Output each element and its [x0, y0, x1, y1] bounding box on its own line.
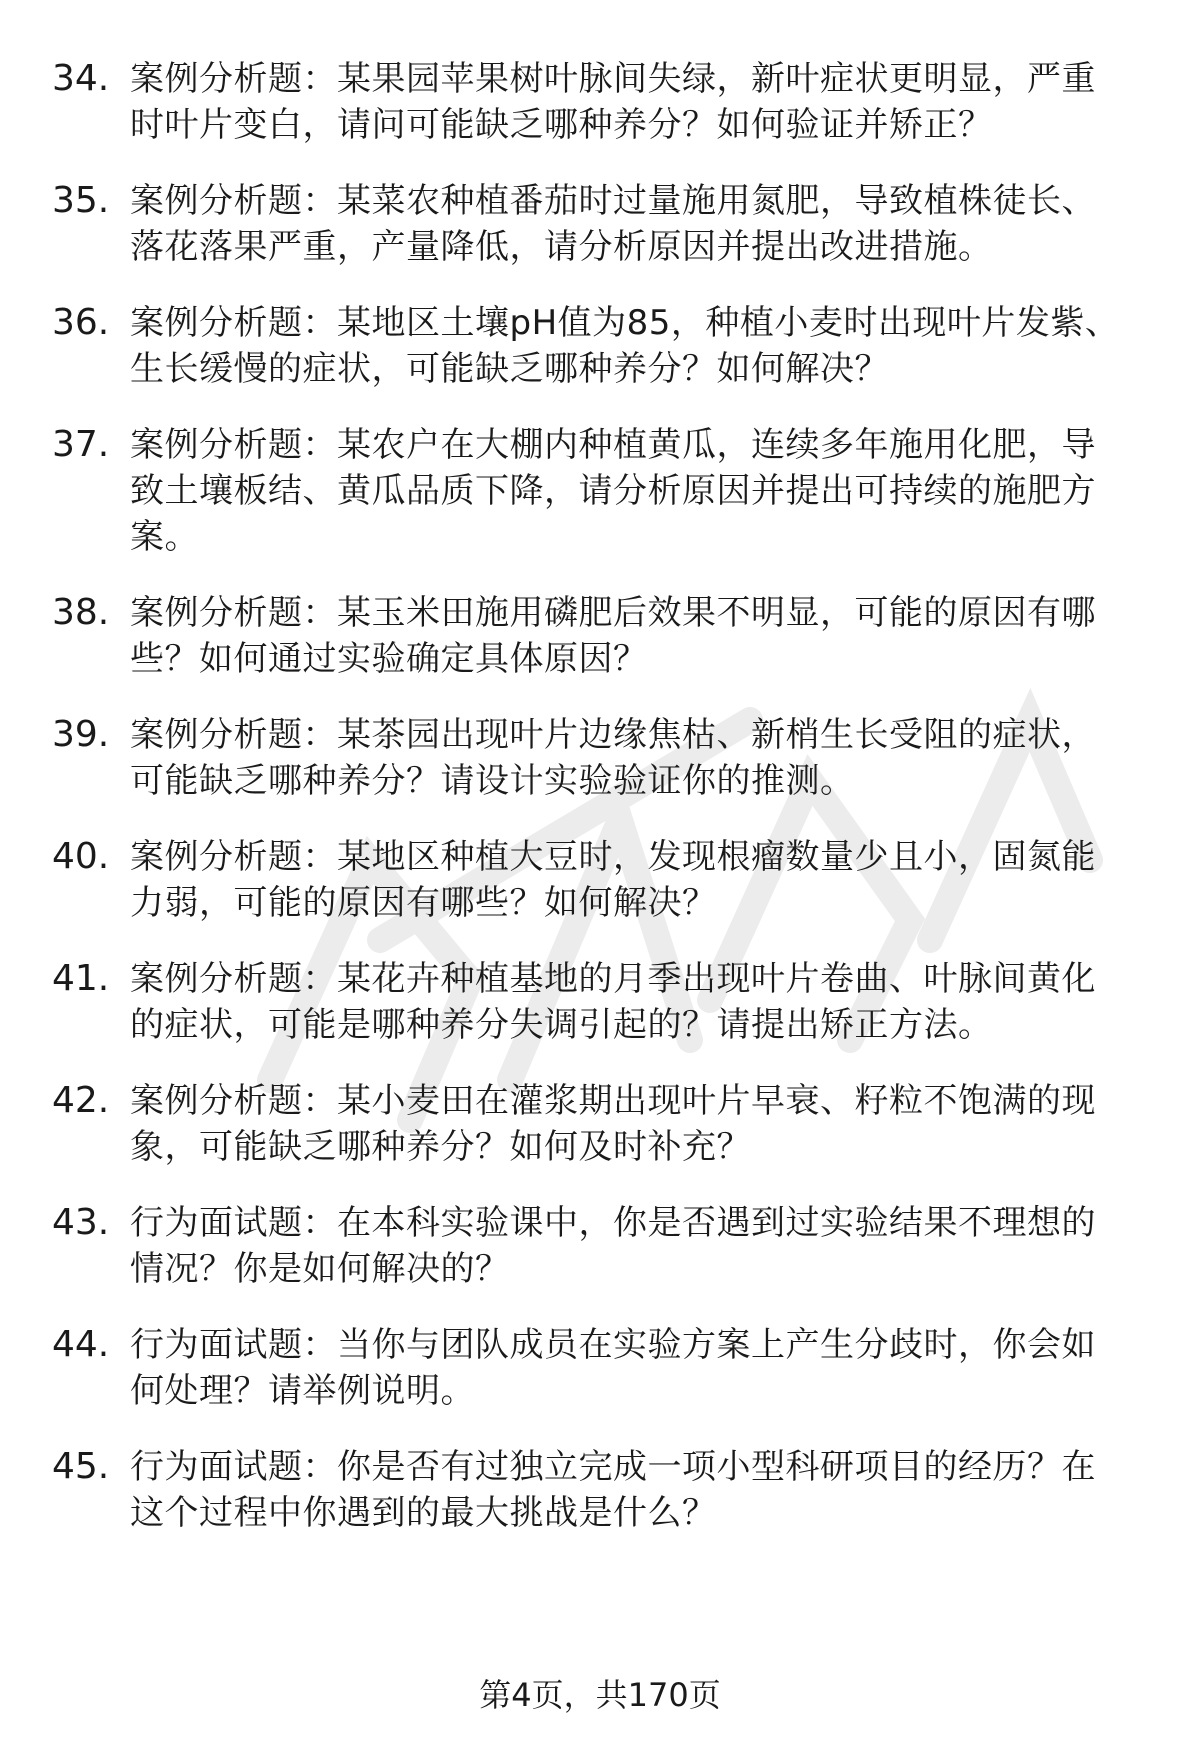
question-list: [0, 56, 1200, 1566]
question-number: 35.: [52, 180, 110, 221]
question-number: 43.: [52, 1202, 110, 1243]
question-item: [0, 300, 1200, 392]
question-item: [0, 590, 1200, 682]
question-number: 40.: [52, 836, 110, 877]
question-item: [0, 834, 1200, 926]
question-item: [0, 1322, 1200, 1414]
question-text: 行为面试题：当你与团队成员在实验方案上产生分歧时，你会如何处理？请举例说明。: [130, 1325, 1096, 1411]
question-text: 案例分析题：某花卉种植基地的月季出现叶片卷曲、叶脉间黄化的症状，可能是哪种养分失调引起的？请提出矫正方法。: [130, 959, 1096, 1045]
question-item: [0, 956, 1200, 1048]
question-item: [0, 1200, 1200, 1292]
question-text: 案例分析题：某玉米田施用磷肥后效果不明显，可能的原因有哪些？如何通过实验确定具体原因？: [130, 593, 1096, 679]
question-item: [0, 422, 1200, 560]
question-number: 37.: [52, 424, 110, 465]
question-item: [0, 56, 1200, 148]
question-text: 案例分析题：某茶园出现叶片边缘焦枯、新梢生长受阻的症状，可能缺乏哪种养分？请设计实验验证你的推测。: [130, 715, 1096, 801]
question-text: 案例分析题：某菜农种植番茄时过量施用氮肥，导致植株徒长、落花落果严重，产量降低，请分析原因并提出改进措施。: [130, 181, 1096, 267]
question-number: 36.: [52, 302, 110, 343]
question-number: 41.: [52, 958, 110, 999]
question-item: [0, 1078, 1200, 1170]
question-number: 44.: [52, 1324, 110, 1365]
question-text: 行为面试题：在本科实验课中，你是否遇到过实验结果不理想的情况？你是如何解决的？: [130, 1203, 1096, 1289]
question-number: 34.: [52, 58, 110, 99]
question-number: 45.: [52, 1446, 110, 1487]
question-text: 案例分析题：某地区种植大豆时，发现根瘤数量少且小，固氮能力弱，可能的原因有哪些？如何解决？: [130, 837, 1096, 923]
question-text: 案例分析题：某小麦田在灌浆期出现叶片早衰、籽粒不饱满的现象，可能缺乏哪种养分？如何及时补充？: [130, 1081, 1096, 1167]
question-text: 案例分析题：某地区土壤pH值为85，种植小麦时出现叶片发紫、生长缓慢的症状，可能缺乏哪种养分？如何解决？: [130, 303, 1120, 389]
question-number: 39.: [52, 714, 110, 755]
question-item: [0, 178, 1200, 270]
page-footer: 第4页，共170页: [479, 1676, 721, 1714]
question-item: [0, 712, 1200, 804]
question-text: 案例分析题：某农户在大棚内种植黄瓜，连续多年施用化肥，导致土壤板结、黄瓜品质下降，请分析原因并提出可持续的施肥方案。: [130, 425, 1096, 557]
question-number: 38.: [52, 592, 110, 633]
question-text: 案例分析题：某果园苹果树叶脉间失绿，新叶症状更明显，严重时叶片变白，请问可能缺乏哪种养分？如何验证并矫正？: [130, 59, 1096, 145]
question-item: [0, 1444, 1200, 1536]
question-text: 行为面试题：你是否有过独立完成一项小型科研项目的经历？在这个过程中你遇到的最大挑战是什么？: [130, 1447, 1096, 1533]
question-number: 42.: [52, 1080, 110, 1121]
